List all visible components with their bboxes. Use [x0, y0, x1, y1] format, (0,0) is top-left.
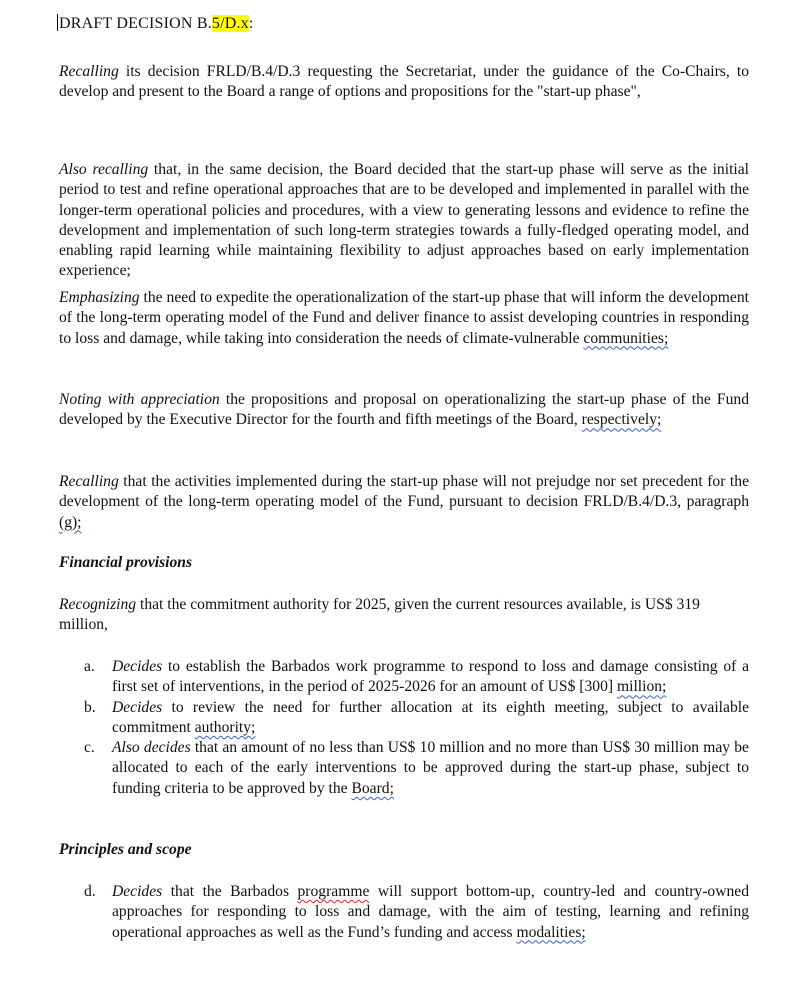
paragraph-also-recalling: Also recalling that, in the same decision, the Board decided that the start-up phase will serve as the initial period to test and refine operational approaches that are to be developed and implemented in parallel with the longer-term operational policies and procedures, with a view to generating lessons and evidence to refine the development and implementation of such long-term strategies towards a fully-fledged operating model, and enabling rapid learning while maintaining flexibility to adjust approaches based on early implementation experience; — [59, 161, 749, 280]
grammar-flag: (g); — [59, 513, 82, 531]
grammar-flag: respectively; — [581, 411, 662, 429]
heading-financial-provisions: Financial provisions — [59, 554, 193, 571]
list-item: d. Decides that the Barbados programme will support bottom-up, country-led and country-owned approaches for responding to loss and damage, with the aim of testing, learning and refining operational approaches as well as the Fund’s funding and access modalities; — [84, 883, 749, 941]
list-item: b. Decides to review the need for further allocation at its eighth meeting, subject to available commitment authority; — [84, 698, 749, 736]
grammar-flag: Board; — [351, 779, 394, 797]
paragraph-recalling-2: Recalling that the activities implemented during the start-up phase will not prejudge nor set precedent for the development of the long-term operating model of the Fund, pursuant to decision FRLD/B.4/D.3, paragraph (g); — [59, 473, 749, 531]
text-cursor — [57, 14, 58, 31]
paragraph-noting: Noting with appreciation the propositions and proposal on operationalizing the start-up phase of the Fund developed by the Executive Director for the fourth and fifth meetings of the Board, respectively; — [59, 391, 749, 429]
heading-principles-scope: Principles and scope — [59, 841, 192, 858]
paragraph-recalling: Recalling its decision FRLD/B.4/D.3 requesting the Secretariat, under the guidance of the Co-Chairs, to develop and present to the Board a range of options and propositions for the "start-up phase", — [59, 63, 749, 101]
decision-list-2 — [84, 882, 749, 943]
highlighted-decision-number: 5/D.x — [211, 15, 249, 32]
paragraph-recognizing: Recognizing that the commitment authority for 2025, given the current resources available, is US$ 319 million, — [59, 596, 700, 634]
list-item: c. Also decides that an amount of no less than US$ 10 million and no more than US$ 30 million may be allocated to each of the early interventions to be approved during the start-up phase, subject to funding criteria to be approved by the Board; — [84, 739, 749, 797]
draft-decision-title: DRAFT DECISION B.5/D.x: — [59, 15, 254, 32]
list-item: a. Decides to establish the Barbados work programme to respond to loss and damage consisting of a first set of interventions, in the period of 2025-2026 for an amount of US$ [300] million; — [84, 658, 749, 696]
grammar-flag: modalities; — [516, 923, 586, 941]
paragraph-emphasizing: Emphasizing the need to expedite the operationalization of the start-up phase that will inform the development of the long-term operating model of the Fund and deliver finance to assist developing countries in responding to loss and damage, while taking into consideration the needs of climate-vulnerable communities; — [59, 289, 749, 347]
grammar-flag: million; — [616, 678, 667, 696]
spelling-flag: programme — [297, 883, 370, 900]
decision-list — [84, 657, 749, 799]
grammar-flag: authority; — [194, 718, 256, 736]
grammar-flag: communities; — [583, 329, 669, 347]
